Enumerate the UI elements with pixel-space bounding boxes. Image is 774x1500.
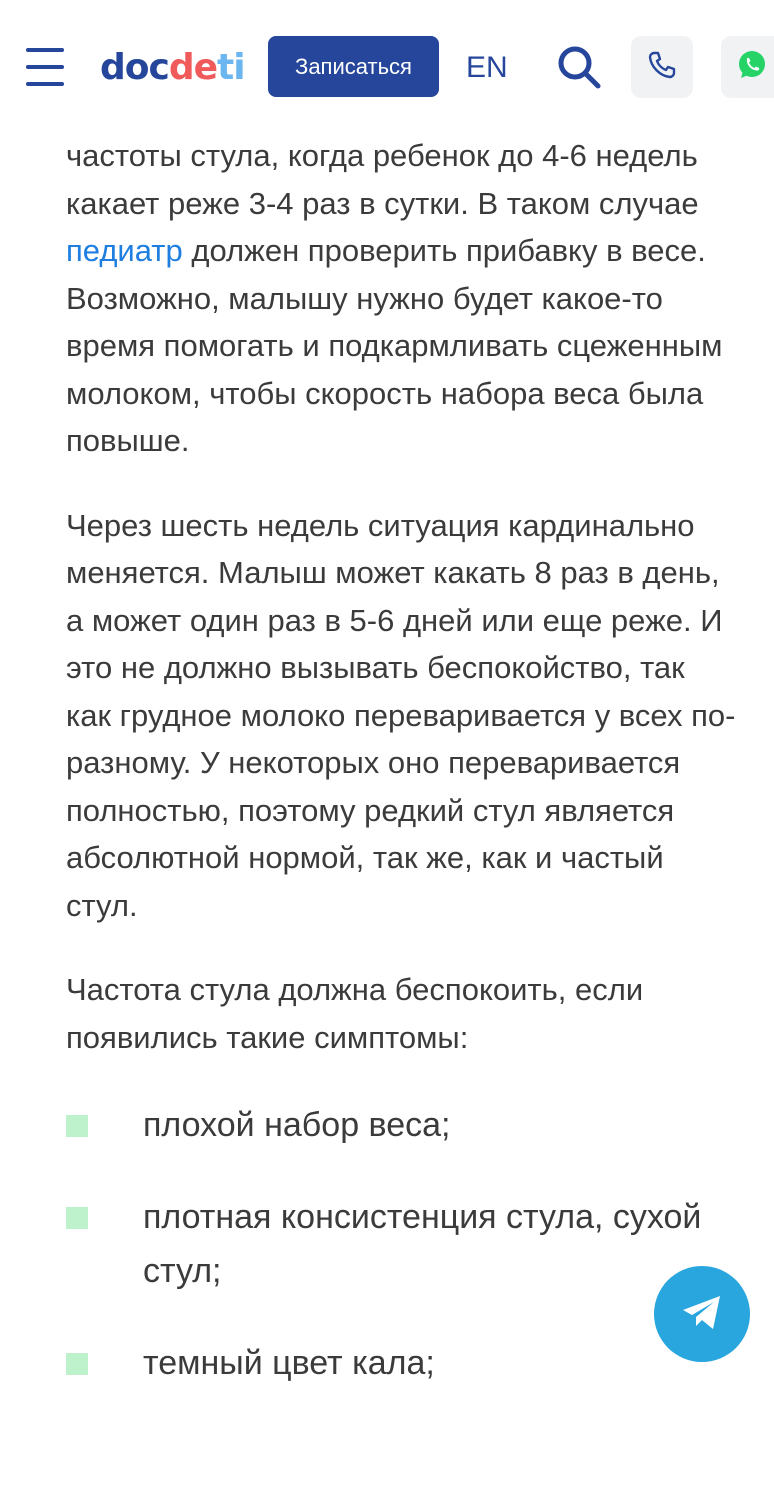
logo-part-doc: doc <box>100 47 169 88</box>
language-switch[interactable]: EN <box>466 51 508 84</box>
phone-button[interactable] <box>631 36 693 98</box>
telegram-icon <box>678 1288 726 1340</box>
logo-part-de: de <box>168 47 218 88</box>
symptoms-list <box>66 1098 736 1390</box>
search-icon[interactable] <box>556 44 602 90</box>
article-paragraph <box>66 132 736 465</box>
article-paragraph: Частота стула должна беспокоить, если появились такие симптомы: <box>66 972 644 1055</box>
menu-icon[interactable] <box>26 48 66 86</box>
list-item-text: плохой набор веса; <box>143 1106 451 1144</box>
bullet-square-icon <box>66 1115 88 1137</box>
site-header <box>0 0 774 132</box>
list-item-text: темный цвет кала; <box>143 1344 435 1382</box>
article-paragraph: Через шесть недель ситуация кардинально меняется. Малыш может какать 8 раз в день, а может один раз в 5-6 дней или еще реже. И это не должно вызывать беспокойство, так как грудное молоко переваривается у всех по-разному. У некоторых оно переваривается полностью, поэтому редкий стул является абсолютной нормой, так же, как и частый стул. <box>66 507 736 923</box>
list-item <box>66 1190 736 1298</box>
menu-bar <box>26 65 64 69</box>
list-item <box>66 1098 736 1152</box>
list-item <box>66 1336 736 1390</box>
bullet-square-icon <box>66 1353 88 1375</box>
phone-icon <box>647 50 677 84</box>
whatsapp-button[interactable] <box>721 36 774 98</box>
whatsapp-icon <box>736 49 768 85</box>
pediatrician-link[interactable]: педиатр <box>66 233 183 268</box>
menu-bar <box>26 82 64 86</box>
article-body <box>66 132 736 1428</box>
bullet-square-icon <box>66 1207 88 1229</box>
logo-part-ti: ti <box>217 47 245 88</box>
menu-bar <box>26 48 64 52</box>
list-item-text: плотная консистенция стула, сухой стул; <box>143 1198 702 1290</box>
telegram-button[interactable] <box>654 1266 750 1362</box>
book-appointment-button[interactable]: Записаться <box>268 36 439 97</box>
paragraph-text: должен проверить прибавку в весе. Возможно, малышу нужно будет какое-то время помогать и подкармливать сцеженным молоком, чтобы скорость набора веса была повыше. <box>66 233 723 458</box>
site-logo[interactable] <box>100 40 245 96</box>
paragraph-text: частоты стула, когда ребенок до 4-6 недель какает реже 3-4 раз в сутки. В таком случае <box>66 138 699 221</box>
